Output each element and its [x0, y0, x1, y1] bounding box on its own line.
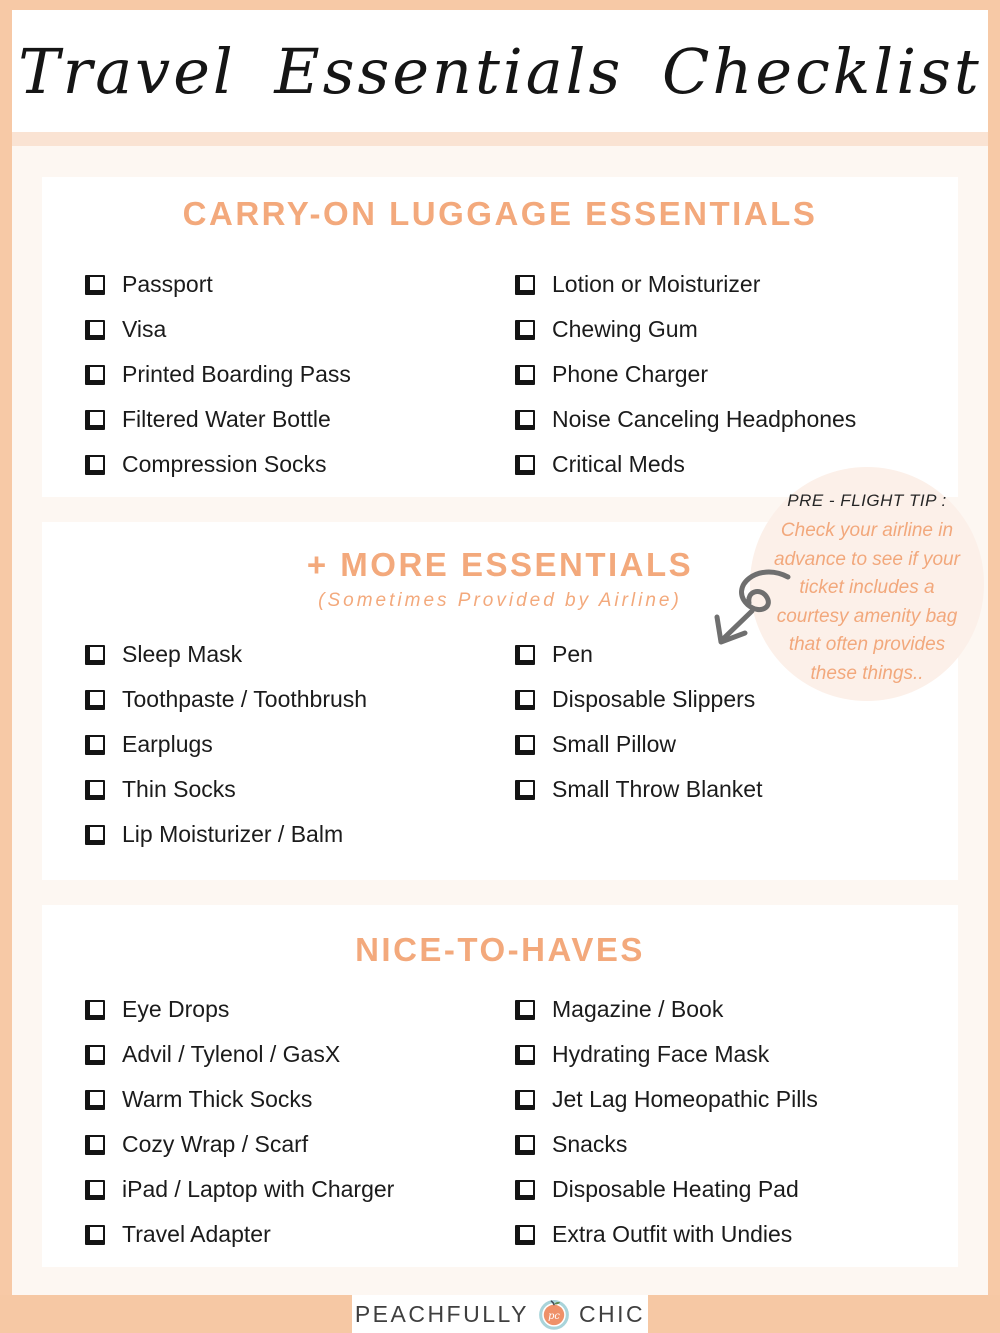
checkbox-icon[interactable]: [85, 780, 105, 800]
checklist-item-label: Earplugs: [122, 731, 213, 757]
checklist-item-label: Eye Drops: [122, 996, 230, 1022]
checkbox-icon[interactable]: [515, 1000, 535, 1020]
checklist-item: [515, 307, 856, 352]
checklist-item: [85, 352, 351, 397]
checklist-item-label: Phone Charger: [552, 361, 708, 387]
checklist-item: [515, 352, 856, 397]
checklist-column-right: [515, 987, 818, 1257]
brand-name-right: CHIC: [578, 1300, 646, 1327]
checklist-item-label: Pen: [552, 641, 593, 667]
checklist-item: [85, 1212, 394, 1257]
checkbox-icon[interactable]: [85, 735, 105, 755]
checklist-item-label: Compression Socks: [122, 451, 327, 477]
page: [12, 10, 988, 1295]
checklist-item: [85, 987, 394, 1032]
curved-arrow-icon: [700, 565, 800, 660]
checklist-item-label: Jet Lag Homeopathic Pills: [552, 1086, 818, 1112]
checkbox-icon[interactable]: [85, 1000, 105, 1020]
checklist-item-label: Chewing Gum: [552, 316, 698, 342]
checklist-item: [85, 677, 367, 722]
checkbox-icon[interactable]: [85, 455, 105, 475]
checklist-item: [515, 1122, 818, 1167]
checklist-item: [85, 767, 367, 812]
logo-monogram-text: pc: [548, 1310, 560, 1322]
checklist-item-label: Passport: [122, 271, 213, 297]
checklist-item: [85, 1167, 394, 1212]
checklist-item-label: Cozy Wrap / Scarf: [122, 1131, 309, 1157]
checklist-item-label: Lotion or Moisturizer: [552, 271, 761, 297]
checklist-item: [515, 1167, 818, 1212]
checklist-item: [85, 262, 351, 307]
checklist-column-left: [85, 632, 367, 857]
checklist-item: [85, 307, 351, 352]
brand-name-left: PEACHFULLY: [354, 1300, 529, 1327]
checklist-item-label: Thin Socks: [122, 776, 236, 802]
page-title: Travel Essentials Checklist: [18, 34, 982, 108]
checkbox-icon[interactable]: [515, 690, 535, 710]
checklist-item-label: Advil / Tylenol / GasX: [122, 1041, 341, 1067]
checklist-item: [85, 812, 367, 857]
checkbox-icon[interactable]: [85, 1045, 105, 1065]
section-nice-to-haves: [42, 905, 958, 1267]
checkbox-icon[interactable]: [85, 825, 105, 845]
tip-heading: PRE - FLIGHT TIP :: [787, 491, 947, 510]
checklist-item: [85, 397, 351, 442]
checklist-item: [515, 442, 856, 487]
tip-body: Check your airline in advance to see if your ticket includes a courtesy amenity bag that often provides these things..: [774, 520, 960, 684]
checkbox-icon[interactable]: [85, 690, 105, 710]
checkbox-icon[interactable]: [515, 320, 535, 340]
checkbox-icon[interactable]: [85, 1090, 105, 1110]
checkbox-icon[interactable]: [515, 735, 535, 755]
checklist-column-left: [85, 987, 394, 1257]
checkbox-icon[interactable]: [85, 645, 105, 665]
checklist-column-right: [515, 262, 856, 487]
checklist-item-label: Small Throw Blanket: [552, 776, 763, 802]
checkbox-icon[interactable]: [85, 410, 105, 430]
checklist-item-label: Sleep Mask: [122, 641, 243, 667]
checklist-item: [85, 1032, 394, 1077]
checkbox-icon[interactable]: [515, 1135, 535, 1155]
section-carry-on-essentials: [42, 177, 958, 497]
title-band: [12, 10, 988, 146]
checkbox-icon[interactable]: [515, 1045, 535, 1065]
checklist-item: [85, 722, 367, 767]
checklist-item-label: Lip Moisturizer / Balm: [122, 821, 344, 847]
checkbox-icon[interactable]: [515, 1225, 535, 1245]
checklist-item: [85, 442, 351, 487]
checklist-item-label: Warm Thick Socks: [122, 1086, 313, 1112]
checklist-item-label: Visa: [122, 316, 167, 342]
checklist-item: [515, 1212, 818, 1257]
checkbox-icon[interactable]: [515, 1180, 535, 1200]
checkbox-icon[interactable]: [85, 275, 105, 295]
checkbox-icon[interactable]: [515, 645, 535, 665]
checkbox-icon[interactable]: [515, 780, 535, 800]
checklist-item-label: Travel Adapter: [122, 1221, 271, 1247]
checklist-item: [515, 1077, 818, 1122]
checkbox-icon[interactable]: [85, 365, 105, 385]
checklist-item-label: Disposable Heating Pad: [552, 1176, 799, 1202]
section-subtitle: (Sometimes Provided by Airline): [318, 590, 682, 611]
checkbox-icon[interactable]: [515, 455, 535, 475]
brand-logo: [352, 1295, 648, 1333]
checkbox-icon[interactable]: [515, 1090, 535, 1110]
section-heading: + MORE ESSENTIALS: [306, 546, 694, 583]
checklist-item: [515, 677, 763, 722]
checklist-item-label: Printed Boarding Pass: [122, 361, 351, 387]
footer-band: [0, 1295, 1000, 1333]
checklist-item-label: Toothpaste / Toothbrush: [122, 686, 368, 712]
checklist-item: [515, 262, 856, 307]
checklist-item-label: Disposable Slippers: [552, 686, 756, 712]
checkbox-icon[interactable]: [85, 1180, 105, 1200]
checkbox-icon[interactable]: [85, 1135, 105, 1155]
checklist-item: [85, 632, 367, 677]
checkbox-icon[interactable]: [515, 365, 535, 385]
checklist-item: [515, 987, 818, 1032]
checklist-item-label: Noise Canceling Headphones: [552, 406, 857, 432]
checklist-column-left: [85, 262, 351, 487]
checklist-item: [515, 1032, 818, 1077]
checklist-item-label: Snacks: [552, 1131, 628, 1157]
checklist-item: [515, 722, 763, 767]
checkbox-icon[interactable]: [85, 320, 105, 340]
checklist-item: [515, 767, 763, 812]
checklist-item-label: Critical Meds: [552, 451, 685, 477]
checklist-item: [515, 397, 856, 442]
checklist-item-label: iPad / Laptop with Charger: [122, 1176, 395, 1202]
peach-monogram-icon: [538, 1298, 570, 1330]
checklist-item: [85, 1122, 394, 1167]
checkbox-icon[interactable]: [515, 275, 535, 295]
section-heading: NICE-TO-HAVES: [355, 931, 645, 968]
checklist-item-label: Small Pillow: [552, 731, 676, 757]
checklist-item-label: Filtered Water Bottle: [122, 406, 331, 432]
checklist-item-label: Hydrating Face Mask: [552, 1041, 770, 1067]
checklist-item-label: Extra Outfit with Undies: [552, 1221, 793, 1247]
checkbox-icon[interactable]: [515, 410, 535, 430]
section-heading: CARRY-ON LUGGAGE ESSENTIALS: [182, 195, 818, 232]
checkbox-icon[interactable]: [85, 1225, 105, 1245]
checklist-item-label: Magazine / Book: [552, 996, 724, 1022]
checklist-item: [85, 1077, 394, 1122]
